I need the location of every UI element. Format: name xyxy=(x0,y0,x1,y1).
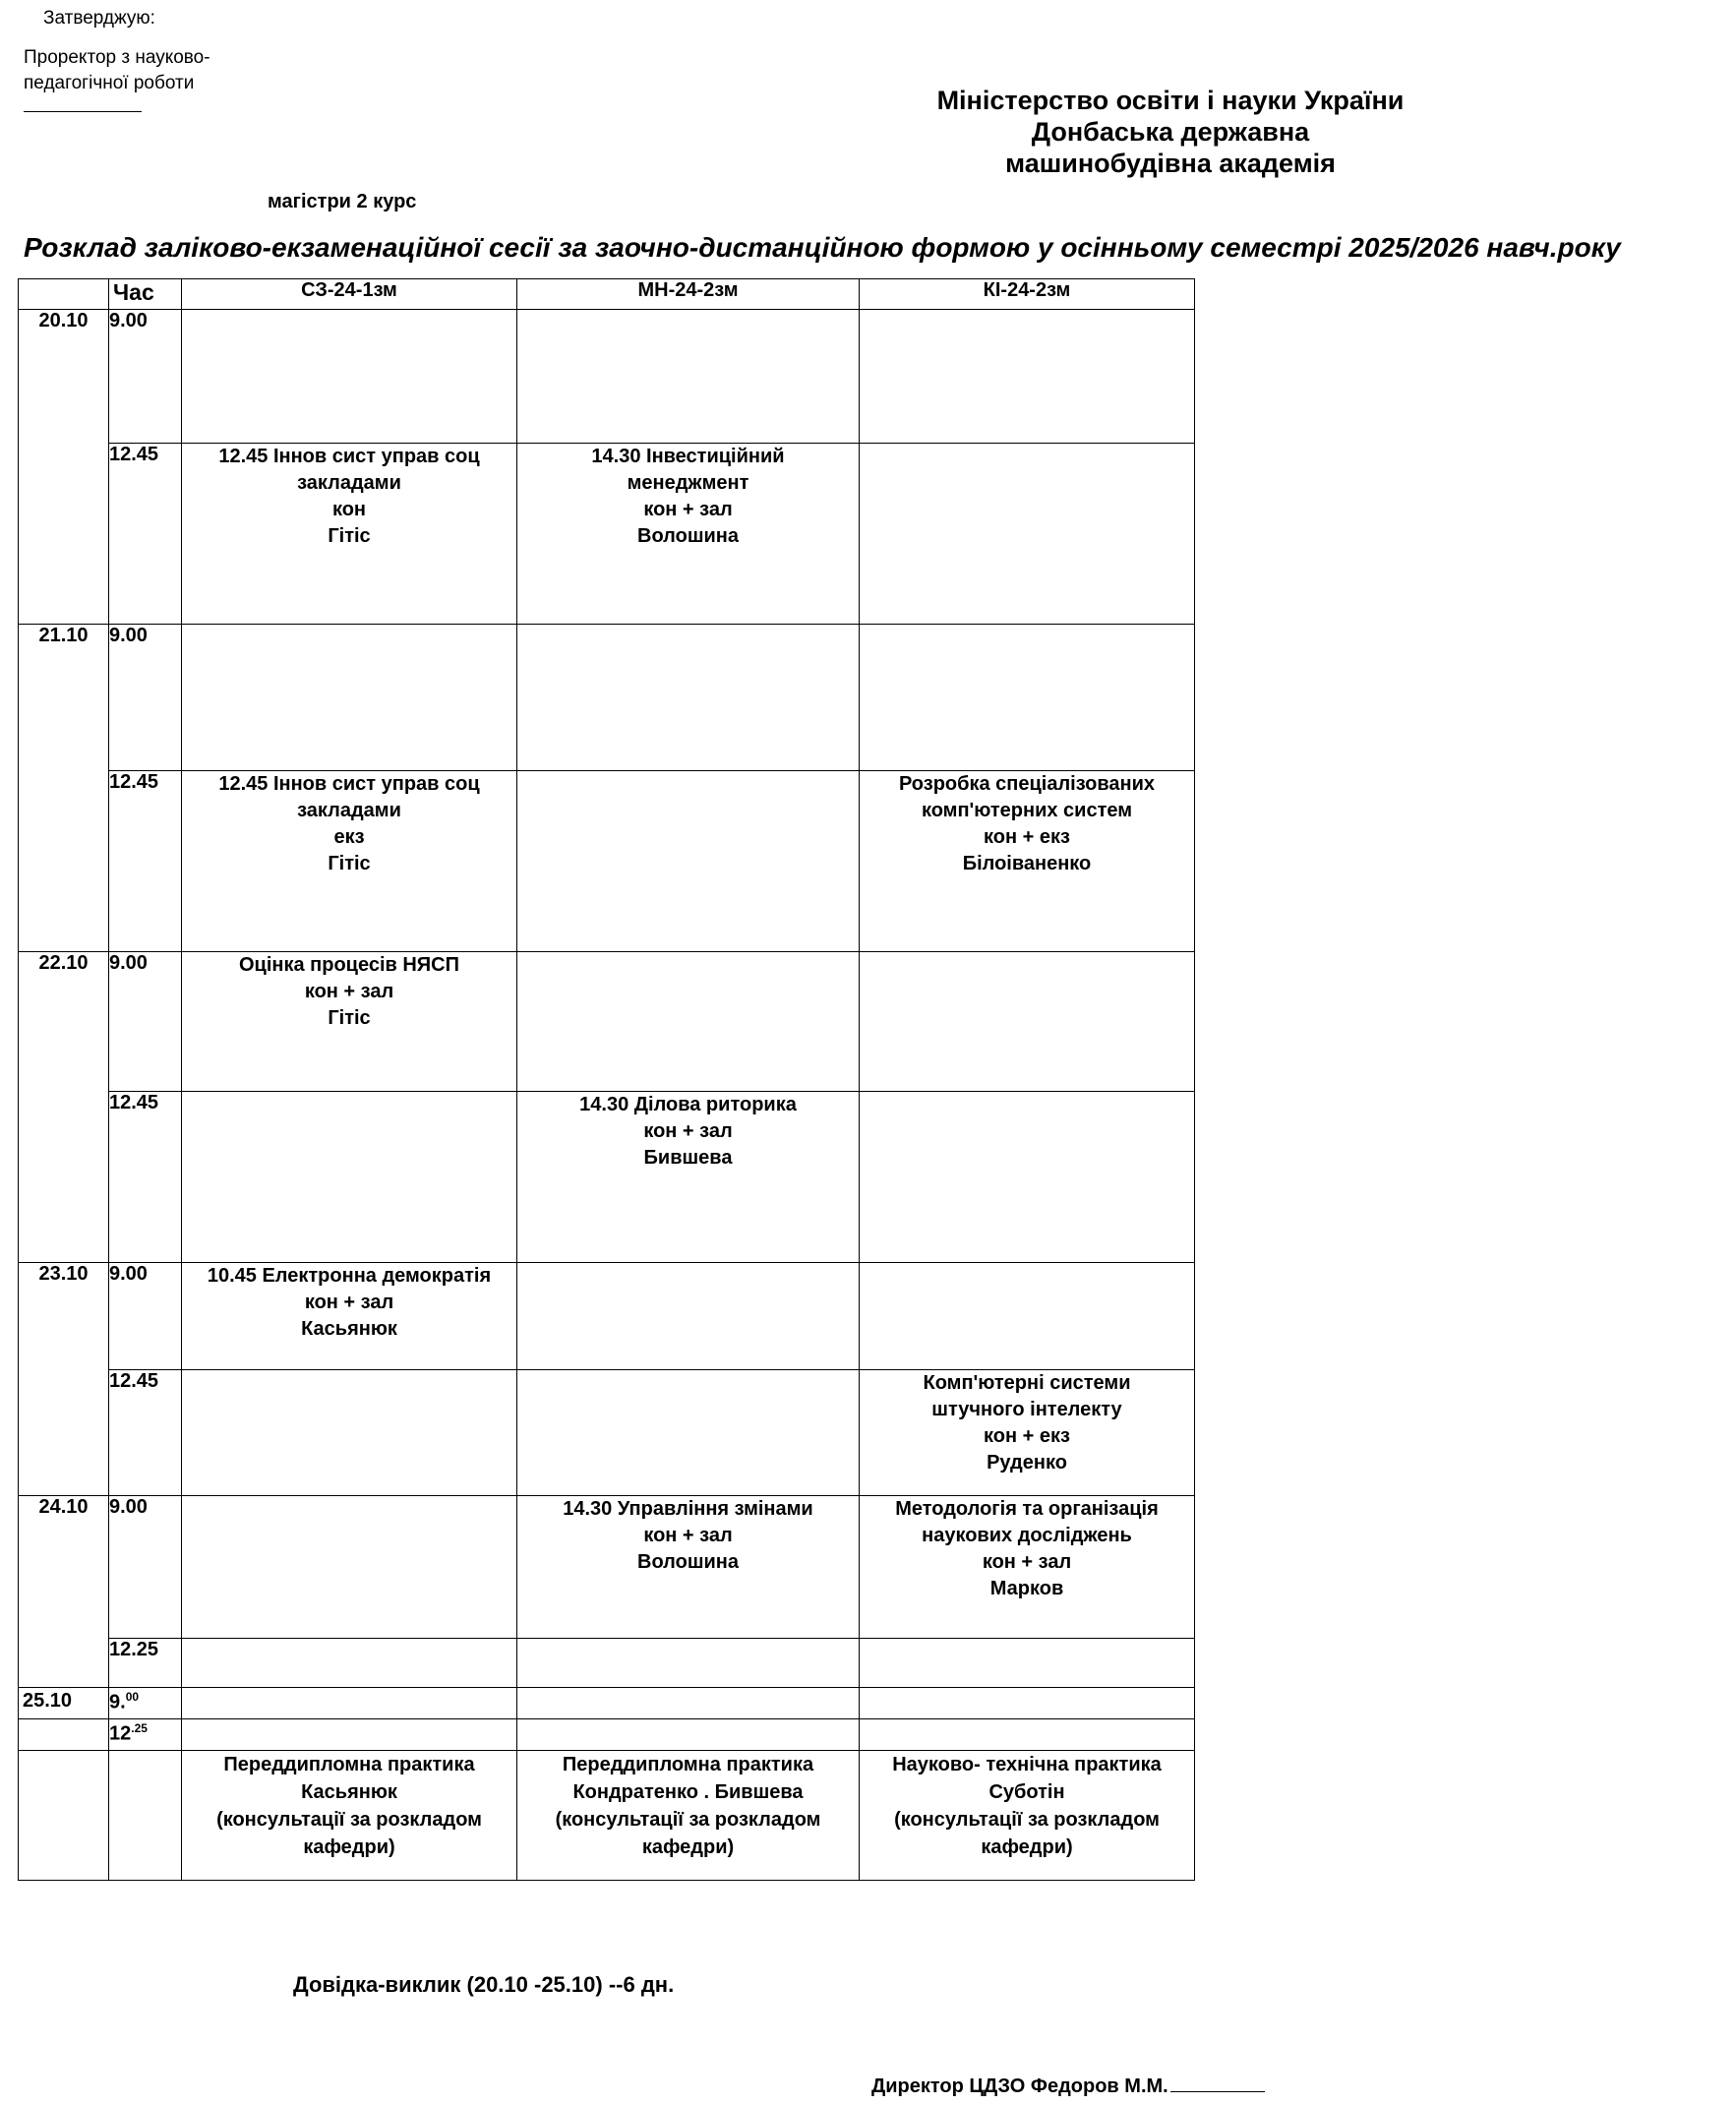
schedule-cell xyxy=(860,1639,1195,1688)
cell-line: 14.30 Управління змінами xyxy=(563,1498,813,1520)
time-cell: 12.45 xyxy=(109,771,182,952)
cell-line: Білоіваненко xyxy=(962,853,1092,874)
practice-line: Касьянюк xyxy=(301,1781,397,1803)
schedule-cell xyxy=(182,1092,517,1263)
table-row xyxy=(19,1688,1195,1719)
practice-line: кафедри) xyxy=(641,1836,735,1858)
schedule-cell xyxy=(860,625,1195,771)
schedule-cell xyxy=(182,1370,517,1496)
table-row xyxy=(19,1719,1195,1751)
practice-line: (консультації за розкладом xyxy=(894,1809,1160,1831)
practice-line: Кондратенко . Бившева xyxy=(572,1781,804,1803)
prorector-title xyxy=(24,45,210,96)
group-header: КІ-24-2зм xyxy=(860,279,1195,310)
schedule-cell xyxy=(860,444,1195,625)
schedule-cell xyxy=(860,771,1195,952)
time-cell: 12.45 xyxy=(109,1370,182,1496)
schedule-cell xyxy=(860,1092,1195,1263)
table-row xyxy=(19,444,1195,625)
date-cell: 24.10 xyxy=(19,1496,109,1688)
cell-line: екз xyxy=(333,826,365,848)
practice-line: кафедри) xyxy=(303,1836,395,1858)
schedule-cell xyxy=(860,1719,1195,1751)
schedule-cell xyxy=(860,310,1195,444)
date-cell: 25.10 xyxy=(19,1688,109,1719)
cell-line: Марков xyxy=(989,1578,1064,1599)
approve-label: Затверджую: xyxy=(43,8,155,29)
cell-line: Волошина xyxy=(637,525,739,547)
ministry-header xyxy=(866,85,1475,179)
schedule-cell xyxy=(517,310,860,444)
time-superscript: 00 xyxy=(125,1690,140,1704)
director-name: Директор ЦДЗО Федоров М.М. xyxy=(871,2075,1168,2097)
academy-name-line-2: машинобудівна академія xyxy=(1005,149,1336,178)
practice-line: Науково- технічна практика xyxy=(892,1754,1162,1775)
schedule-cell xyxy=(182,1688,517,1719)
schedule-cell xyxy=(182,771,517,952)
signature-line xyxy=(1170,2091,1265,2092)
cell-line: кон + зал xyxy=(643,1120,733,1142)
cell-line: штучного інтелекту xyxy=(931,1399,1122,1420)
page-title: Розклад заліково-екзаменаційної сесії за заочно-дистанційною формою у осінньому семестрі 2025/2026 навч.року xyxy=(24,232,1621,263)
time-cell: 9.00 xyxy=(109,1263,182,1370)
schedule-cell xyxy=(182,625,517,771)
table-row xyxy=(19,1370,1195,1496)
table-row xyxy=(19,625,1195,771)
empty-cell xyxy=(19,1751,109,1881)
prorector-line-1: Проректор з науково- xyxy=(24,47,210,68)
schedule-cell xyxy=(517,1688,860,1719)
director-signature xyxy=(871,2075,1265,2098)
academy-name-line-1: Донбаська державна xyxy=(1031,117,1310,147)
practice-row xyxy=(19,1751,1195,1881)
schedule-cell xyxy=(860,1496,1195,1639)
date-cell: 22.10 xyxy=(19,952,109,1263)
schedule-cell xyxy=(517,1719,860,1751)
course-label: магістри 2 курс xyxy=(268,191,417,212)
time-superscript: .25 xyxy=(131,1721,148,1735)
schedule-cell xyxy=(860,1263,1195,1370)
cell-line: кон + зал xyxy=(304,981,394,1002)
table-row xyxy=(19,771,1195,952)
time-header: Час xyxy=(109,279,182,310)
schedule-cell xyxy=(182,1639,517,1688)
practice-line: Переддипломна практика xyxy=(223,1754,475,1775)
empty-cell xyxy=(109,1751,182,1881)
time-cell: 12.25 xyxy=(109,1639,182,1688)
schedule-cell xyxy=(517,1639,860,1688)
table-row xyxy=(19,1263,1195,1370)
prorector-line-2: педагогічної роботи xyxy=(24,73,195,93)
cell-line: закладами xyxy=(297,472,401,494)
time-cell xyxy=(109,1688,182,1719)
time-cell: 9.00 xyxy=(109,952,182,1092)
table-header-row xyxy=(19,279,1195,310)
time-cell: 12.45 xyxy=(109,444,182,625)
time-main: 12 xyxy=(109,1722,132,1745)
time-main: 9. xyxy=(109,1691,126,1714)
table-row xyxy=(19,310,1195,444)
cell-line: Методологія та організація xyxy=(895,1498,1159,1520)
group-header: СЗ-24-1зм xyxy=(182,279,517,310)
cell-line: Руденко xyxy=(987,1452,1067,1474)
practice-line: Переддипломна практика xyxy=(562,1754,814,1775)
cell-line: 14.30 Ділова риторика xyxy=(579,1094,797,1115)
cell-line: наукових досліджень xyxy=(922,1525,1132,1546)
cell-line: кон + зал xyxy=(982,1551,1072,1573)
ministry-name: Міністерство освіти і науки України xyxy=(936,86,1405,115)
cell-line: Оцінка процесів НЯСП xyxy=(238,954,459,976)
cell-line: 12.45 Іннов сист управ соц xyxy=(218,773,480,795)
schedule-cell xyxy=(182,1719,517,1751)
schedule-table xyxy=(18,278,1195,1881)
date-cell: 21.10 xyxy=(19,625,109,952)
schedule-cell xyxy=(517,1496,860,1639)
cell-line: 10.45 Електронна демократія xyxy=(207,1265,492,1287)
cell-line: кон + зал xyxy=(643,499,733,520)
schedule-cell xyxy=(182,952,517,1092)
cell-line: 12.45 Іннов сист управ соц xyxy=(218,446,480,467)
cell-line: кон + зал xyxy=(643,1525,733,1546)
schedule-cell xyxy=(860,952,1195,1092)
practice-line: (консультації за розкладом xyxy=(555,1809,821,1831)
table-row xyxy=(19,1496,1195,1639)
practice-line: (консультації за розкладом xyxy=(216,1809,482,1831)
cell-line: кон + екз xyxy=(984,826,1070,848)
cell-line: Гітіс xyxy=(328,525,371,547)
schedule-cell xyxy=(517,1092,860,1263)
schedule-cell xyxy=(860,1370,1195,1496)
time-cell: 12.45 xyxy=(109,1092,182,1263)
table-row xyxy=(19,1639,1195,1688)
time-cell: 9.00 xyxy=(109,310,182,444)
cell-line: 14.30 Інвестиційний xyxy=(591,446,785,467)
cell-line: Бившева xyxy=(643,1147,733,1169)
date-cell: 23.10 xyxy=(19,1263,109,1496)
cell-line: Гітіс xyxy=(328,853,371,874)
cell-line: Касьянюк xyxy=(301,1318,397,1340)
reference-note: Довідка-виклик (20.10 -25.10) --6 дн. xyxy=(293,1972,675,1997)
schedule-cell xyxy=(517,771,860,952)
cell-line: Розробка спеціалізованих xyxy=(898,773,1156,795)
schedule-cell xyxy=(182,444,517,625)
schedule-cell xyxy=(517,444,860,625)
time-cell xyxy=(109,1719,182,1751)
schedule-cell xyxy=(517,1370,860,1496)
cell-line: кон + екз xyxy=(984,1425,1070,1447)
schedule-cell xyxy=(860,1688,1195,1719)
practice-line: кафедри) xyxy=(981,1836,1073,1858)
date-cell xyxy=(19,1719,109,1751)
date-cell: 20.10 xyxy=(19,310,109,625)
cell-line: кон xyxy=(331,499,367,520)
signature-line xyxy=(24,111,142,112)
schedule-cell xyxy=(182,1496,517,1639)
practice-line: Суботін xyxy=(988,1781,1065,1803)
practice-cell xyxy=(517,1751,860,1881)
cell-line: Гітіс xyxy=(328,1007,371,1029)
schedule-cell xyxy=(517,625,860,771)
cell-line: менеджмент xyxy=(627,472,749,494)
schedule-cell xyxy=(517,952,860,1092)
table-row xyxy=(19,952,1195,1092)
cell-line: Комп'ютерні системи xyxy=(923,1372,1131,1394)
table-row xyxy=(19,1092,1195,1263)
date-header xyxy=(19,279,109,310)
group-header: МН-24-2зм xyxy=(517,279,860,310)
practice-cell xyxy=(182,1751,517,1881)
practice-cell xyxy=(860,1751,1195,1881)
schedule-cell xyxy=(182,1263,517,1370)
schedule-cell xyxy=(182,310,517,444)
cell-line: комп'ютерних систем xyxy=(921,800,1133,821)
time-cell: 9.00 xyxy=(109,1496,182,1639)
cell-line: кон + зал xyxy=(304,1292,394,1313)
schedule-cell xyxy=(517,1263,860,1370)
cell-line: Волошина xyxy=(637,1551,739,1573)
cell-line: закладами xyxy=(297,800,401,821)
time-cell: 9.00 xyxy=(109,625,182,771)
